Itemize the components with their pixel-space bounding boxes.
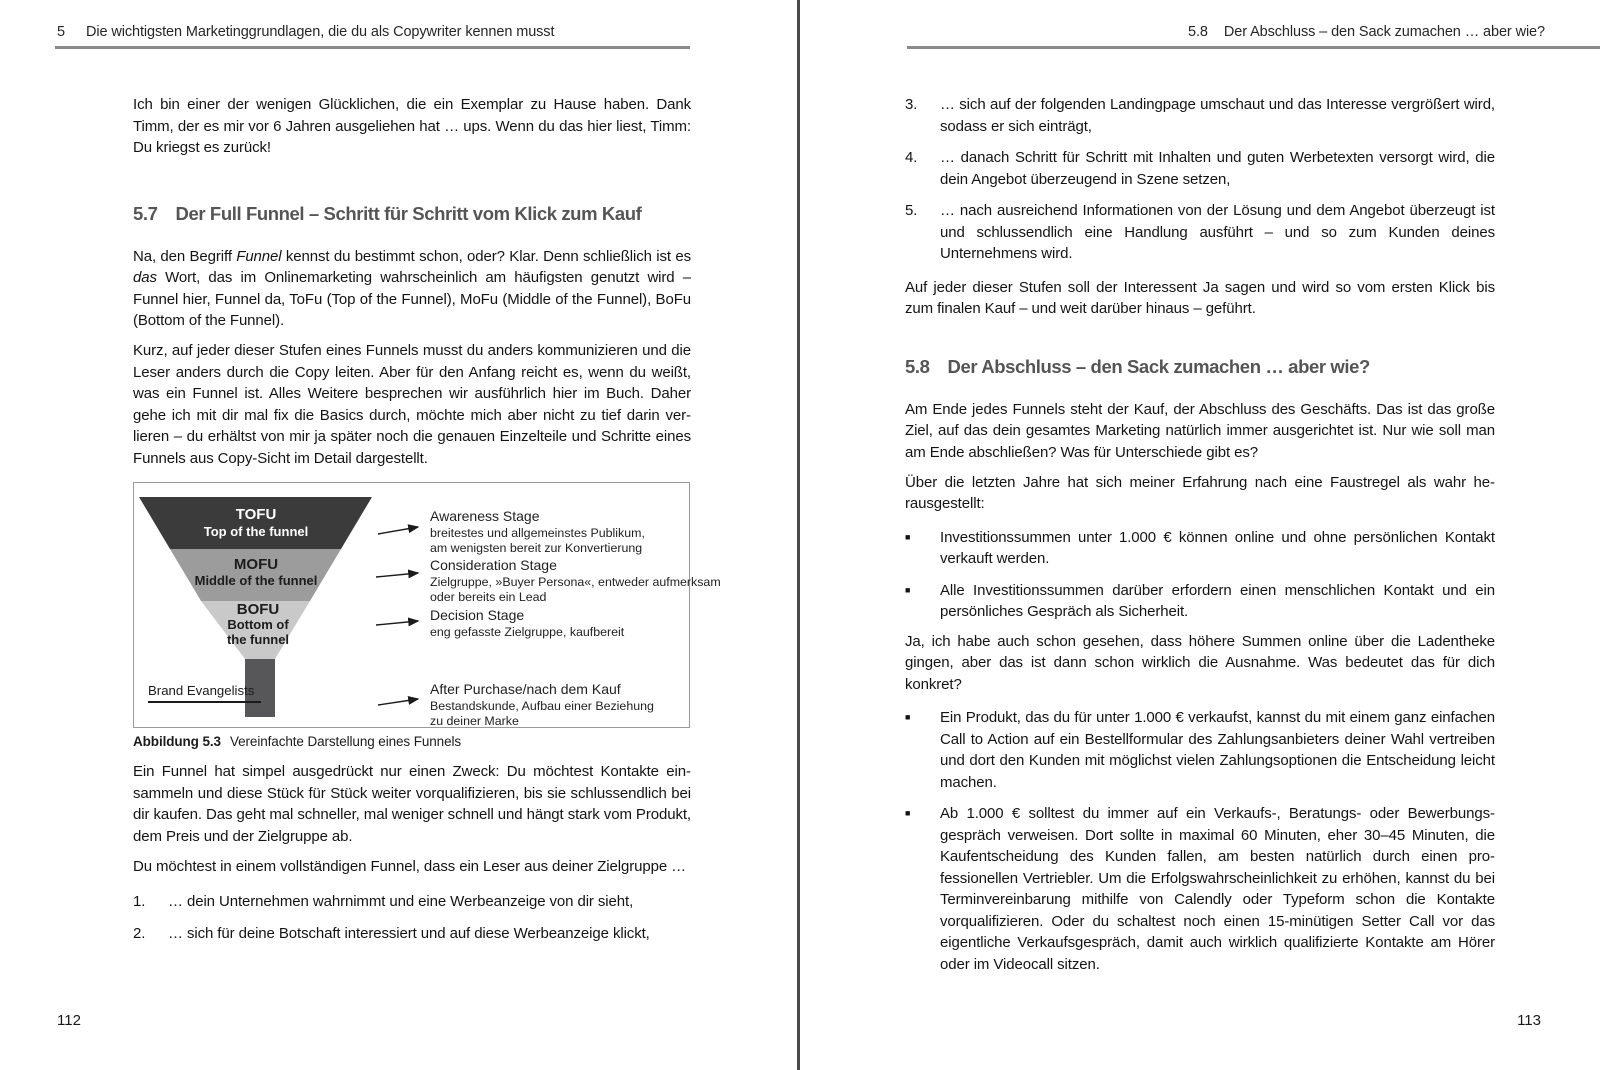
bullet-item-text: Ein Produkt, das du für unter 1.000 € verkaufst, kannst du mit einem ganz einfachen Call to Action auf ein Bestellformular des Zahlungsanbieters deiner Wahl vertreiben und dort den Kunden mit möglichst vielen Zahlungsoptionen die Entscheidung leicht machen. (940, 709, 1495, 791)
list-item-text: … danach Schritt für Schritt mit Inhalten und guten Werbetexten versorgt wird, die dein Angebot überzeugend in Szene setzen, (940, 149, 1495, 188)
funnel-diagram (134, 483, 721, 728)
stage-desc: Zielgruppe, »Buyer Persona«, entweder aufmerksam (430, 575, 721, 589)
stage-title-consideration: Consideration Stage (430, 557, 557, 573)
running-head-right (905, 24, 1545, 40)
list-item (905, 94, 1495, 137)
arrow-decision (376, 621, 418, 625)
tofu-abbr-label: TOFU (235, 506, 277, 523)
left-text-column (133, 94, 721, 944)
stage-desc: oder bereits ein Lead (430, 590, 547, 604)
section-number: 5.7 (133, 202, 158, 224)
stage-title-after-purchase: After Purchase/nach dem Kauf (430, 681, 621, 697)
stage-desc: am wenigsten bereit zur Konvertierung (430, 541, 643, 555)
bullet-item (905, 580, 1495, 623)
running-head-title: Die wichtigsten Marketinggrundlagen, die du als Copywriter kennen musst (85, 24, 555, 40)
tofu-label: Top of the funnel (203, 524, 309, 539)
figure-caption (133, 734, 691, 749)
page-number-right: 113 (1517, 1012, 1541, 1029)
stage-desc: Bestandskunde, Aufbau einer Beziehung (430, 699, 654, 713)
paragraph: Ja, ich habe auch schon gesehen, dass höhere Summen online über die Ladentheke gingen, aber das ist dann schon wirklich die Ausnahme. Was bedeutet das für dich konkret? (905, 632, 1495, 693)
bullet-square-icon: ■ (905, 808, 911, 818)
section-number: 5.8 (905, 355, 930, 377)
list-item-number: 4. (905, 149, 918, 166)
bofu-label-line2: the funnel (226, 632, 290, 647)
funnel-segment-tofu (139, 497, 372, 549)
arrow-awareness (378, 527, 418, 534)
list-item-number: 5. (905, 202, 918, 219)
running-head-section-number: 5.8 (1188, 24, 1208, 40)
running-head-title: Der Abschluss – den Sack zumachen … aber wie? (1223, 24, 1545, 40)
bofu-label-line1: Bottom of (227, 617, 289, 632)
list-item-text: … nach ausreichend Informationen von der Lösung und dem Angebot überzeugt ist und schlussendlich eine Handlung ausführt – und so zum Kunden deines Unternehmens wird. (940, 202, 1495, 262)
stage-title-awareness: Awareness Stage (430, 508, 540, 524)
section-title: Der Abschluss – den Sack zumachen … aber wie? (947, 355, 1370, 377)
paragraph: Am Ende jedes Funnels steht der Kauf, der Abschluss des Geschäfts. Das ist das große Ziel, auf das dein gesamtes Marketing natürlich immer ausgerichtet ist. Nur wie soll man am Ende abschließen? Was für Unterschiede gibt es? (905, 400, 1495, 461)
page-spread-divider (797, 0, 800, 1070)
list-item (905, 147, 1495, 190)
bullet-square-icon: ■ (905, 712, 911, 722)
bullet-square-icon: ■ (905, 531, 911, 542)
paragraph: Ein Funnel hat simpel ausgedrückt nur einen Zweck: Du möchtest Kontakte einsammeln und diese Stück für Stück weiter vorqualifizieren, bis sie schlussendlich bei dir kaufen. Das geht mal schneller, mal weniger schnell und hängt stark vom Produkt, dem Preis und der Zielgruppe ab. (133, 763, 691, 845)
bullet-item (905, 803, 1495, 975)
bullet-list-concrete (905, 707, 1495, 975)
section-heading-5-8 (905, 356, 1495, 378)
figure-caption-label: Abbildung 5.3 (133, 734, 221, 749)
paragraph: Kurz, auf jeder dieser Stufen eines Funnels musst du anders kommunizieren und die Leser anders durch die Copy leiten. Aber für den Anfang reicht es, wenn du weißt, was ein Funnel ist. Alles Weitere besprechen wir ausführlich hier im Buch. Daher gehe ich mit dir mal fix die Basics durch, möchte mich aber nicht zu tief darin verlieren – du erhältst von mir ja später noch die genauen Einzelteile und Schritte eines Funnels aus Copy-Sicht im Detail dargestellt. (133, 342, 691, 467)
running-head-rule (55, 46, 690, 49)
figure-caption-text: Vereinfachte Darstellung eines Funnels (229, 734, 462, 749)
numbered-list-continued (905, 94, 1495, 265)
bullet-item (905, 707, 1495, 793)
stage-desc: zu deiner Marke (430, 714, 519, 728)
list-item-number: 1. (133, 893, 146, 910)
mofu-abbr-label: MOFU (233, 556, 279, 573)
bullet-item-text: Investitionssummen unter 1.000 € können online und ohne persönlichen Kontakt verkauft werden. (940, 528, 1495, 567)
bullet-item (905, 527, 1495, 570)
mofu-label: Middle of the funnel (194, 573, 318, 588)
paragraph: Auf jeder dieser Stufen soll der Interessent Ja sagen und wird so vom ersten Klick bis zum finalen Kauf – und weit darüber hinaus – geführt. (905, 278, 1495, 317)
running-head-chapter-number: 5 (57, 24, 65, 40)
list-item-number: 2. (133, 924, 146, 942)
list-item-number: 3. (905, 96, 918, 113)
bullet-item-text: Ab 1.000 € solltest du immer auf ein Verkaufs-, Beratungs- oder Bewerbungsgespräch verweisen. Dort sollte in maximal 60 Minuten, eher 30–45 Minuten, die Kaufentscheidung des Kunden fallen, am besten natürlich durch einen professionellen Vertriebler. Um die Erfolgswahrscheinlichkeit zu erhöhen, kannst du bei Terminvereinbarung mithilfe von Calendly oder Typeform schon die Kontakte vorqualifizieren. Oder du schaltest noch einen 15-minütigen Setter Call vor das eigentliche Verkaufsgespräch, damit auch wirklich qualifizierte Kontakte am Hörer oder im Videocall sitzen. (940, 805, 1495, 973)
list-item-text: … sich für deine Botschaft interessiert und auf diese Werbeanzeige klickt, (168, 924, 650, 942)
bofu-abbr-label: BOFU (236, 601, 280, 618)
bullet-item-text: Alle Investitionssummen darüber erfordern einen menschlichen Kontakt und ein persönliches Gespräch als Sicherheit. (940, 581, 1495, 620)
numbered-list (133, 891, 691, 944)
running-head-left (57, 24, 554, 40)
list-item (905, 200, 1495, 265)
stage-desc: breitestes und allgemeinstes Publikum, (430, 526, 645, 540)
page-number-left: 112 (57, 1012, 81, 1029)
list-item-text: … dein Unternehmen wahrnimmt und eine Werbeanzeige von dir sieht, (168, 893, 634, 910)
page-right (801, 0, 1600, 1070)
bullet-square-icon: ■ (905, 584, 911, 595)
stage-title-decision: Decision Stage (430, 607, 525, 623)
list-item (133, 923, 691, 945)
paragraph: Du möchtest in einem vollständigen Funnel, dass ein Leser aus deiner Zielgruppe … (133, 857, 687, 875)
paragraph: Ich bin einer der wenigen Glücklichen, die ein Exemplar zu Hause haben. Dank Timm, der es mir vor 6 Jahren ausgeliehen hat … ups. Wenn du das hier liest, Timm: Du kriegst es zurück! (133, 96, 691, 156)
brand-evangelists-label: Brand Evangelists (148, 683, 255, 698)
paragraph: Na, den Begriff Funnel kennst du bestimmt schon, oder? Klar. Denn schließlich ist es das Wort, das im Onlinemarketing wahrscheinlich am häufigsten genutzt wird – Funnel hier, Funnel da, ToFu (Top of the Funnel), MoFu (Middle of the Funnel), BoFu (Bottom of the Funnel). (133, 247, 691, 329)
funnel-figure (133, 482, 721, 728)
section-heading-5-7 (133, 203, 691, 225)
arrow-after-purchase (378, 699, 418, 705)
right-text-column (905, 94, 1495, 975)
page-left (0, 0, 799, 1070)
list-item-text: … sich auf der folgenden Landingpage umschaut und das Interesse vergrößert wird, sodass er sich einträgt, (940, 96, 1495, 135)
arrow-consideration (376, 573, 418, 577)
section-title: Der Full Funnel – Schritt für Schritt vom Klick zum Kauf (175, 202, 642, 224)
paragraph: Über die letzten Jahre hat sich meiner Erfahrung nach eine Faustregel als wahr herausgestellt: (905, 473, 1495, 512)
bullet-list-rule-of-thumb (905, 527, 1495, 623)
running-head-rule (907, 46, 1600, 49)
stage-desc: eng gefasste Zielgruppe, kaufbereit (430, 625, 625, 639)
list-item (133, 891, 691, 913)
